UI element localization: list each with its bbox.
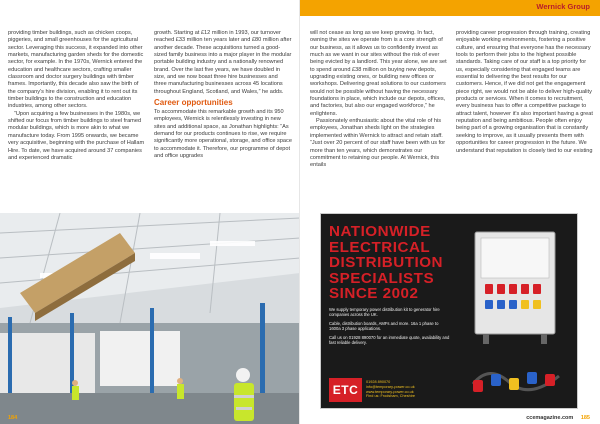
ad-headline-line: SINCE 2002 (329, 285, 419, 302)
page-number-right: 185 (580, 415, 590, 421)
article-column-1 (8, 30, 146, 162)
paragraph: “Upon acquiring a few businesses in the 1980s, we shifted our focus from timber buildings to steel framed modular buildings, which is more akin to what we manufacture today. From 1995 onwards, we became very acquisitive, beginning with the purchase of Hallam Hire. To date, we have acquired around 37 companies and experienced dramatic (8, 110, 145, 161)
cable-connectors-image (469, 354, 565, 400)
ad-phone[interactable]: 01928 890070 (366, 380, 391, 384)
paragraph: providing timber buildings, such as chicken coops, piggeries, and small greenhouses for the agricultural sector. Leveraging this success, it expanded into other markets, manufacturing garden sheds for the domestic sector, for example. In the 1970s, Wernick entered the education and healthcare sectors, crafting smaller classroom and doctor surgery buildings with timber frames. Importantly, this decade also saw the birth of the company's hire division, enabling it to rent out its timber buildings to the construction and education industries, among other sectors. (8, 30, 144, 110)
page-footer-right (526, 415, 590, 421)
factory-illustration (0, 213, 300, 424)
ad-footer (329, 378, 451, 402)
etc-advertisement[interactable] (320, 213, 578, 409)
ad-headline (329, 224, 459, 302)
ad-body (329, 307, 451, 349)
page-number-left: 184 (8, 415, 18, 421)
ad-headline-line: SPECIALISTS (329, 269, 435, 287)
article-column-4 (456, 30, 594, 155)
article-column-3 (310, 30, 448, 170)
ad-contact (366, 380, 456, 399)
ad-email[interactable]: info@temporary-power.co.uk (366, 384, 415, 389)
header-bar (299, 0, 600, 16)
magazine-site[interactable]: ccemagazine.com (526, 415, 574, 421)
ad-body-text: Cable, distribution boards, AMFs and more. 16a 1 phase to 1600a 3 phase applications. (329, 321, 439, 332)
etc-logo: ETC (329, 378, 362, 402)
section-title: Wernick Group (536, 2, 590, 11)
ad-headline-line: DISTRIBUTION (329, 254, 443, 271)
paragraph: will not cease as long as we keep growing. In fact, owning the sites we operate from is a core strength of our business, as it allows us to confidently invest as much as we want in our sites without the risk of ever being evicted by a landlord. This year alone, we are set to spend around £38 million on buying new depots, upgrading existing ones, or building new offices or workshops. Delivering great solutions to our customers would not be possible without having the necessary foundations in place, which include our depots, offices, and factories, but also our engaged workforce,” he enlightens. (310, 30, 447, 117)
paragraph: Passionately enthusiastic about the vital role of his employees, Jonathan sheds light on the strategies implemented within Wernick to attract and retain staff. “Just over 20 percent of our staff have been with us for more than ten years, which demonstrates our commitment to retaining our people. At Wernick, this entails (310, 118, 446, 169)
paragraph: providing career progression through training, creating enjoyable working environments, fostering a positive culture, and ensuring that everyone has the necessary tools to perform their jobs to the highest possible standards. Taking care of our staff is a top priority for us, especially considering that engaged teams are essential to delivering the best results for our customers. Hence, if we did not get the engagement piece right, we would not be able to deliver high-quality products or services. When it comes to recruitment, every business has to offer a competitive package to attract talent, however it's also important having a great reputation and being ambitious. People often enjoy being part of a growing organisation that is constantly seeking to improve, as it usually presents them with opportunities for career progression in the future. We understand that reputation is closely tied to our existing (456, 30, 593, 154)
subheading: Career opportunities (154, 98, 233, 108)
spine-divider (299, 0, 300, 424)
ad-headline-line: NATIONWIDE (329, 223, 431, 240)
article-column-2 (154, 30, 292, 161)
paragraph: To accommodate this remarkable growth and its 950 employees, Wernick is relentlessly investing in new sites and additional space, as Jonathan highlights: “As demand for our products continues to rise, we require significantly more operational, storage, and office space to accommodate it. Therefore, our programme of depot and office upgrades (154, 109, 292, 160)
ad-body-text: We supply temporary power distribution kit to generator hire companies across the UK. (329, 307, 440, 318)
paragraph: growth. Starting at £12 million in 1993, our turnover reached £33 million ten years later and £80 million after another decade. These acquisitions turned a good-sized family business into a major player in the modular portable building industry and a nationally renowned brand. Over the last five years, we have doubled in size, and we now boast three hire businesses and three manufacturing businesses across 45 locations throughout England, Scotland, and Wales,” he adds. (154, 30, 292, 95)
ad-body-text: Call us on 01928 890070 for an immediate quote, availability and fast reliable delivery. (329, 335, 450, 346)
distribution-panel-image (469, 228, 561, 348)
factory-photo (0, 213, 300, 424)
ad-headline-line: ELECTRICAL (329, 238, 431, 256)
ad-location: Find us: Frodsham, Cheshire (366, 394, 415, 399)
ad-website[interactable]: www.temporary-power.co.uk (366, 389, 414, 394)
